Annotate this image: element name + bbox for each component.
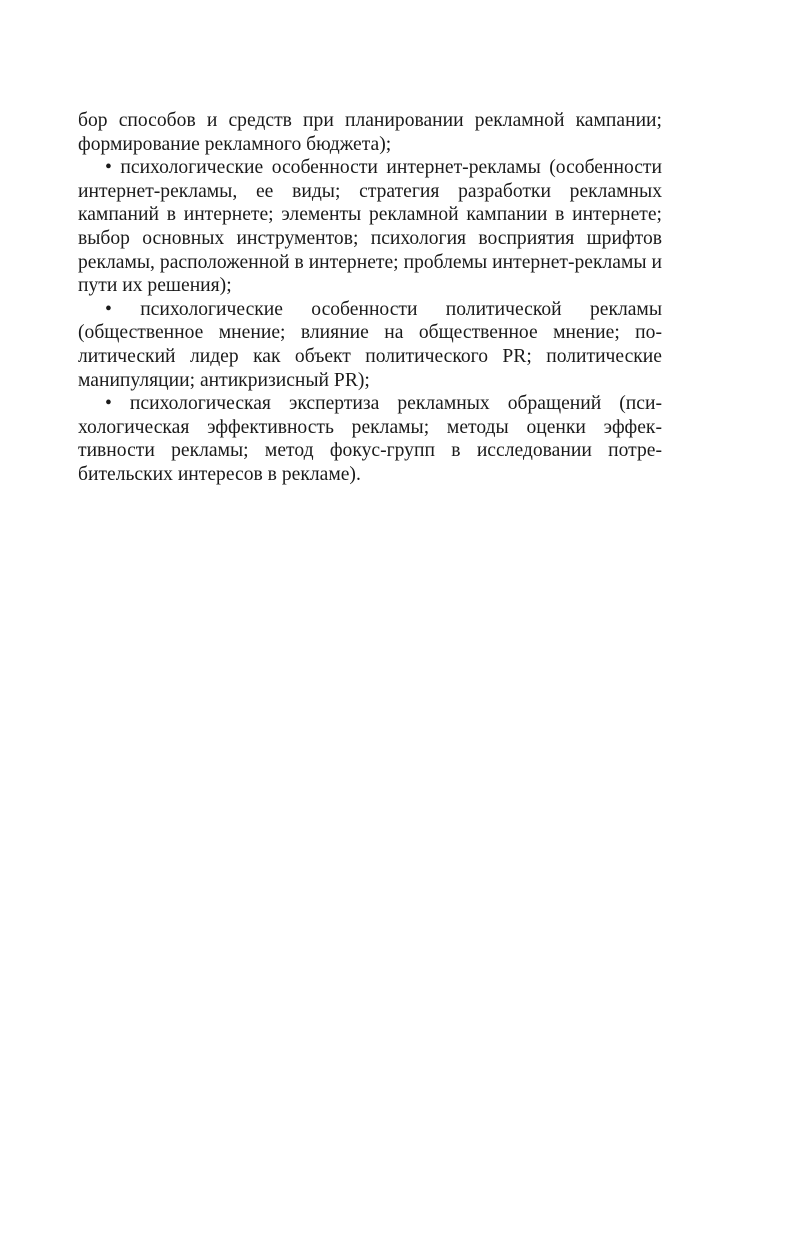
list-item-text: психологическая экспертиза рекламных обращений (психологическая эффективность рекламы; методы оценки эффективности рекламы; метод фокус-групп в исследовании потребительских интересов в рекламе). xyxy=(78,393,662,485)
document-page xyxy=(78,109,662,487)
list-item-expertise xyxy=(78,392,662,486)
list-item-text: психологические особенности интернет-рекламы (особенности интернет-рекламы, ее виды; стратегия разработки рекламных кампаний в интернете; элементы рекламной кампании в интернете; выбор основных инструментов; психология восприятия шрифтов рекламы, расположенной в интернете; проблемы интернет-рекламы и пути их решения); xyxy=(78,157,662,297)
paragraph-text: бор способов и средств при планировании рекламной кампании; формирование рекламного бюджета); xyxy=(78,110,662,155)
bullet-icon: • xyxy=(105,298,112,320)
continuation-paragraph xyxy=(78,109,662,156)
list-item-internet-advertising xyxy=(78,156,662,298)
list-item-text: психологические особенности политической рекламы (общественное мнение; влияние на общественное мнение; политический лидер как объект политического PR; политические манипуляции; антикризисный PR); xyxy=(78,298,662,391)
bullet-icon: • xyxy=(105,393,112,415)
bullet-icon: • xyxy=(105,157,112,179)
list-item-political-advertising xyxy=(78,298,662,392)
